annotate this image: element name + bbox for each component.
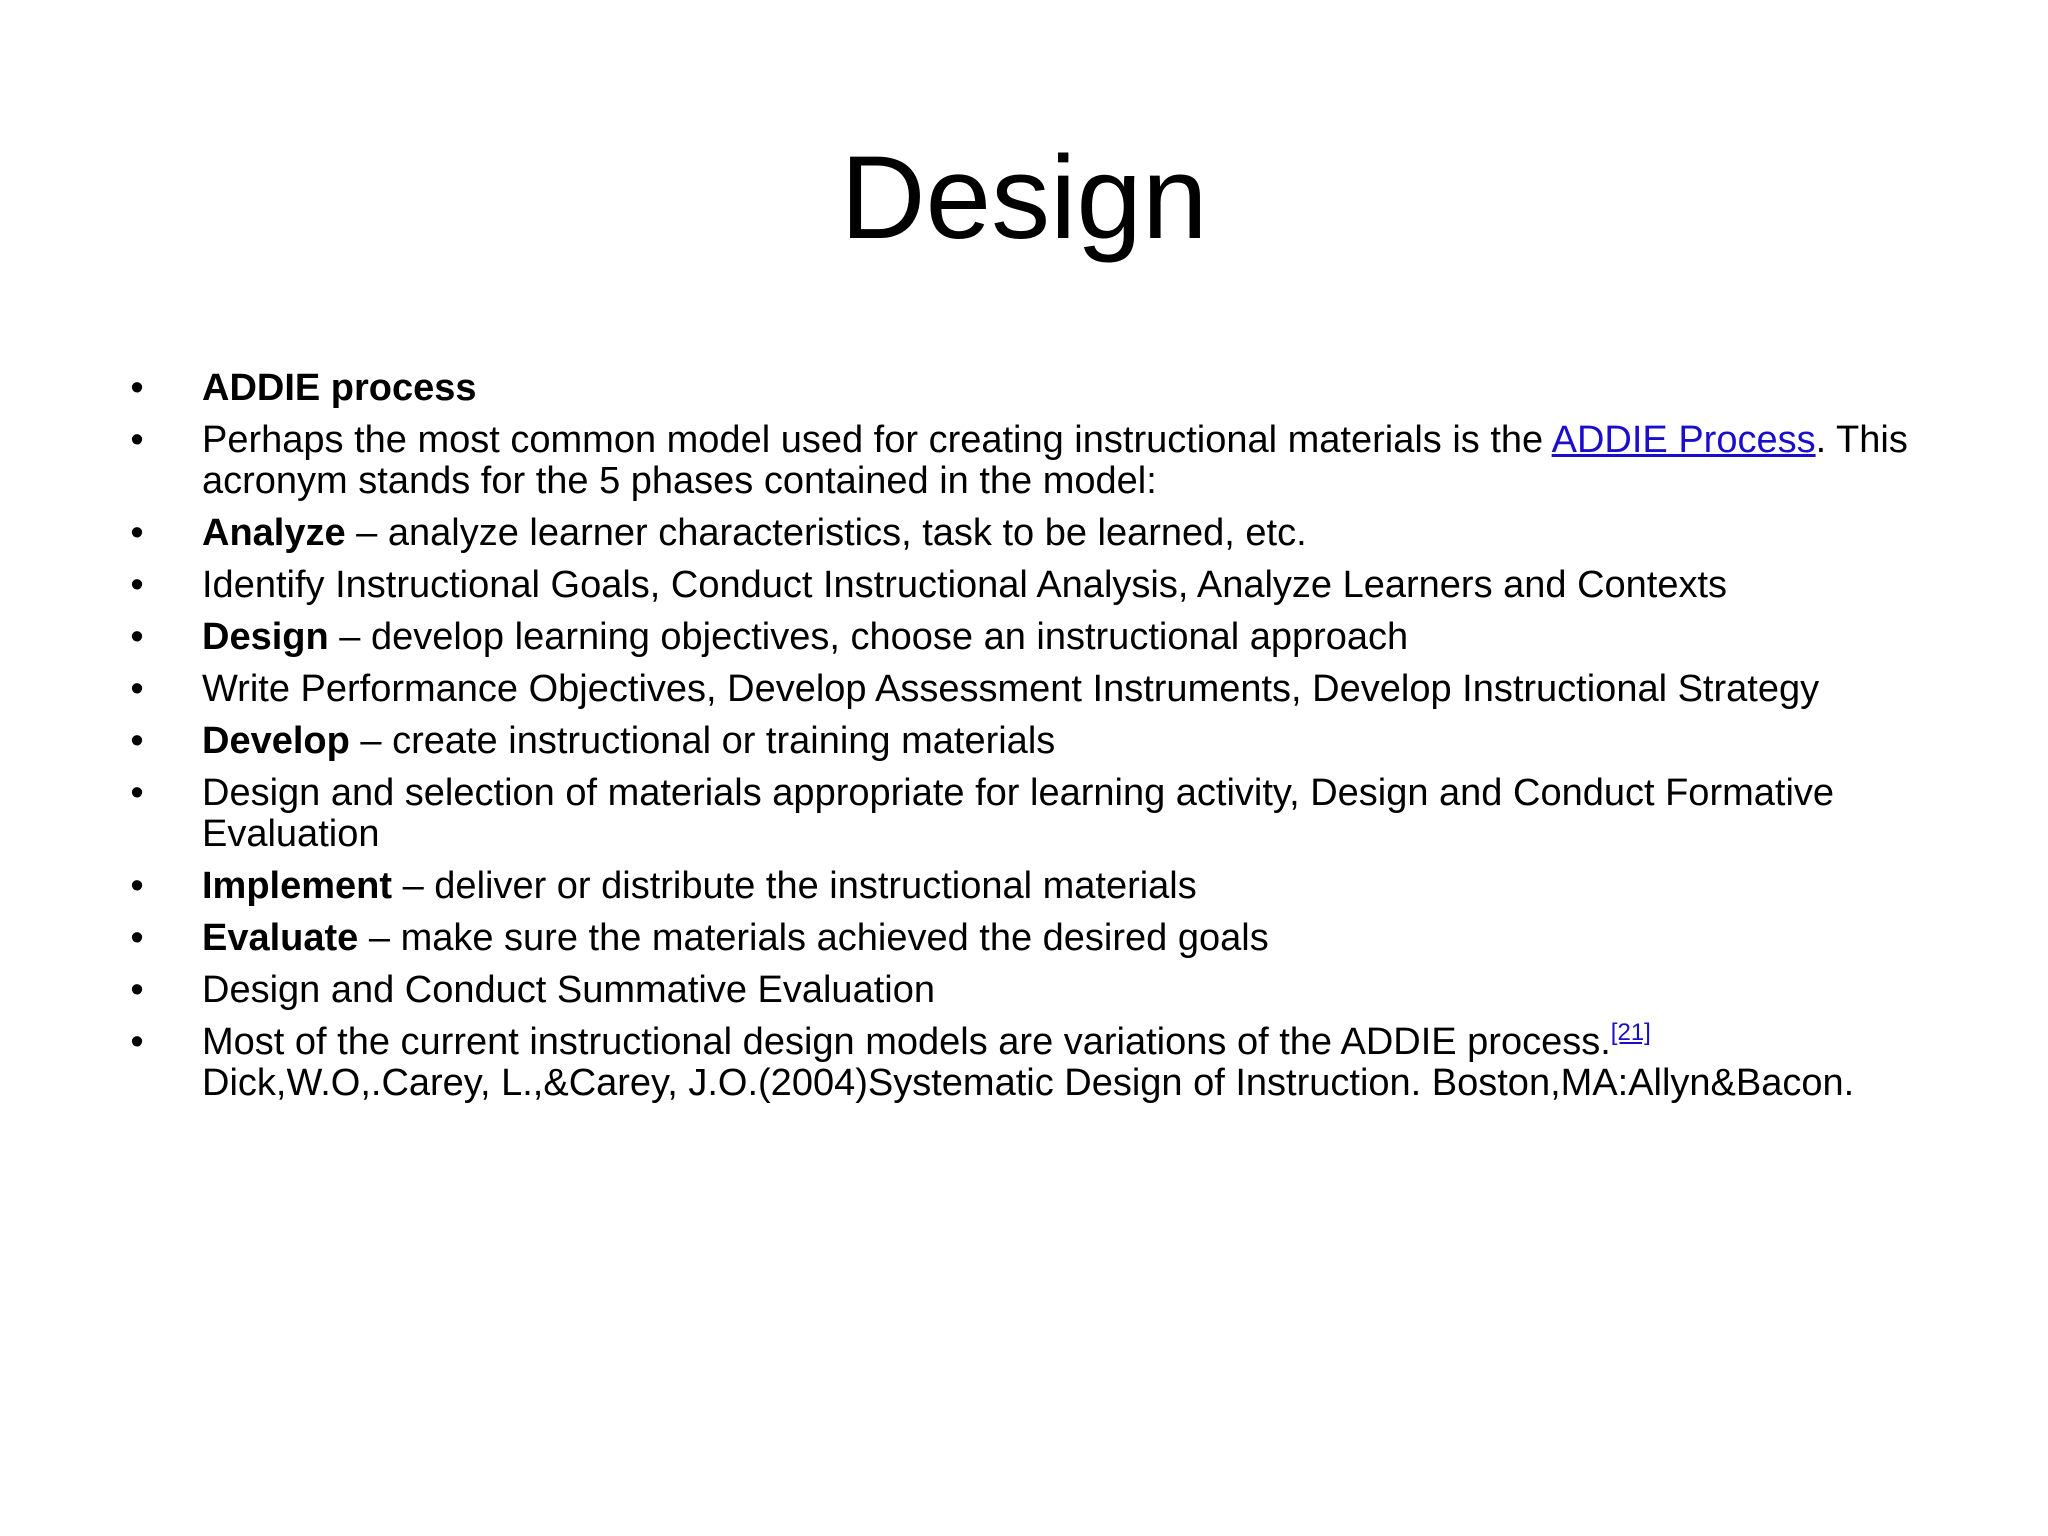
bullet-icon: • xyxy=(130,616,144,658)
bullet-text: create instructional or training materials xyxy=(392,720,1056,762)
bullet-text: Perhaps the most common model used for creating instructional materials is the xyxy=(202,419,1552,461)
slide-title: Design xyxy=(840,132,1208,264)
bullet-icon: • xyxy=(130,1021,144,1063)
bullet-item xyxy=(122,970,1942,1011)
bullet-item xyxy=(122,1019,1942,1104)
citation-link[interactable]: [21] xyxy=(1610,1019,1651,1046)
bullet-icon: • xyxy=(130,367,144,409)
phase-name: Implement xyxy=(202,865,393,907)
bullet-text: Write Performance Objectives, Develop Assessment Instruments, Develop Instructional Strategy xyxy=(202,668,1820,710)
bullet-icon: • xyxy=(130,668,144,710)
bullet-item xyxy=(122,420,1942,502)
bullet-text: Design and Conduct Summative Evaluation xyxy=(202,969,935,1011)
bullet-text: . This acronym stands for the 5 phases contained in the model: xyxy=(202,419,1908,502)
dash: – xyxy=(328,616,371,658)
bullet-item xyxy=(122,565,1942,606)
bullet-text: make sure the materials achieved the desired goals xyxy=(400,917,1269,959)
addie-process-link[interactable]: ADDIE Process xyxy=(1551,419,1816,461)
dash: – xyxy=(349,720,393,762)
bullet-text: deliver or distribute the instructional materials xyxy=(434,865,1197,907)
bullet-icon: • xyxy=(130,917,144,959)
bullet-text: Identify Instructional Goals, Conduct Instructional Analysis, Analyze Learners and Contexts xyxy=(202,564,1728,606)
bullet-icon: • xyxy=(130,772,144,814)
bullet-item xyxy=(122,773,1942,855)
bullet-text: Design and selection of materials appropriate for learning activity, Design and Conduct Formative Evaluation xyxy=(202,772,1835,855)
bullet-icon: • xyxy=(130,969,144,1011)
bullet-item xyxy=(122,617,1942,658)
dash: – xyxy=(358,917,401,959)
bullet-icon: • xyxy=(130,564,144,606)
bullet-item xyxy=(122,721,1942,762)
bullet-item xyxy=(122,866,1942,907)
phase-name: Design xyxy=(202,616,329,658)
dash: – xyxy=(392,865,435,907)
bullet-item xyxy=(122,368,1942,409)
bullet-icon: • xyxy=(130,720,144,762)
phase-name: Evaluate xyxy=(202,917,359,959)
bullet-text: Most of the current instructional design models are variations of the ADDIE process. xyxy=(202,1021,1611,1063)
phase-name: Develop xyxy=(202,720,350,762)
citation-text: Dick,W.O,.Carey, L.,&Carey, J.O.(2004)Systematic Design of Instruction. Boston,MA:Allyn&Bacon. xyxy=(202,1062,1855,1104)
bullet-heading: ADDIE process xyxy=(202,367,477,409)
bullet-icon: • xyxy=(130,512,144,554)
bullet-icon: • xyxy=(130,865,144,907)
bullet-item xyxy=(122,669,1942,710)
bullet-item xyxy=(122,918,1942,959)
phase-name: Analyze xyxy=(202,512,346,554)
bullet-icon: • xyxy=(130,419,144,461)
dash: – xyxy=(345,512,388,554)
bullet-item xyxy=(122,513,1942,554)
bullet-text: analyze learner characteristics, task to be learned, etc. xyxy=(387,512,1307,554)
bullet-text: develop learning objectives, choose an instructional approach xyxy=(370,616,1409,658)
bullet-list xyxy=(122,368,1942,1115)
